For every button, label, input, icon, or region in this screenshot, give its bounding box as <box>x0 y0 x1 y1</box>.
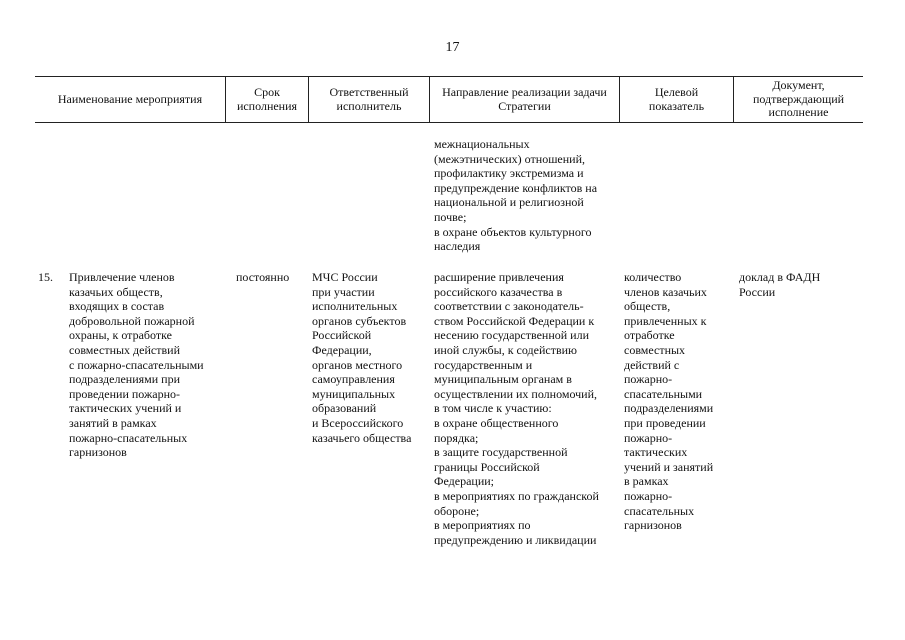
continuation-direction-text: межнациональных (межэтнических) отношений, профилактику экстремизма и предупреждение конфликтов на национальной и религиозной почве; в охране объектов культурного наследия <box>434 137 598 254</box>
row-term: постоянно <box>236 270 290 284</box>
row-number: 15. <box>38 270 53 284</box>
header-cell-name: Наименование мероприятия <box>57 91 203 106</box>
header-cell-indicator: Целевой показатель <box>619 77 733 122</box>
header-cell-term: Срок исполнения <box>225 77 308 122</box>
row-executor: МЧС России при участии исполнительных органов субъектов Российской Федерации, органов местного самоуправления муниципальных образований и Всероссийского казачьего общества <box>312 270 412 445</box>
table-header <box>35 76 863 123</box>
page-number: 17 <box>445 40 460 55</box>
row-name: Привлечение членов казачьих обществ, входящих в состав добровольной пожарной охраны, к отработке совместных действий с пожарно-спасательными подразделениями при проведении пожарно- тактических учений и занятий в рамках пожарно-спасательных гарнизонов <box>69 270 204 460</box>
row-indicator: количество членов казачьих обществ, привлеченных к отработке совместных действий с пожарно- спасательными подразделениями при проведении пожарно- тактических учений и занятий в рамках пожарно- спасательных гарнизонов <box>624 270 714 533</box>
row-document: доклад в ФАДН России <box>739 270 821 299</box>
header-cell-executor: Ответственный исполнитель <box>308 77 429 122</box>
row-direction: расширение привлечения российского казачества в соответствии с законодатель- ством Российской Федерации к несению государственной или иной службы, к содействию государственным и муниципальным органам в осуществлении их полномочий, в том числе к участию: в охране общественного порядка; в защите государственной границы Российской Федерации; в мероприятиях по гражданской обороне; в мероприятиях по предупреждению и ликвидации <box>434 270 599 547</box>
header-cell-document: Документ, подтверждающий исполнение <box>733 77 863 122</box>
header-cell-direction: Направление реализации задачи Стратегии <box>429 77 619 122</box>
